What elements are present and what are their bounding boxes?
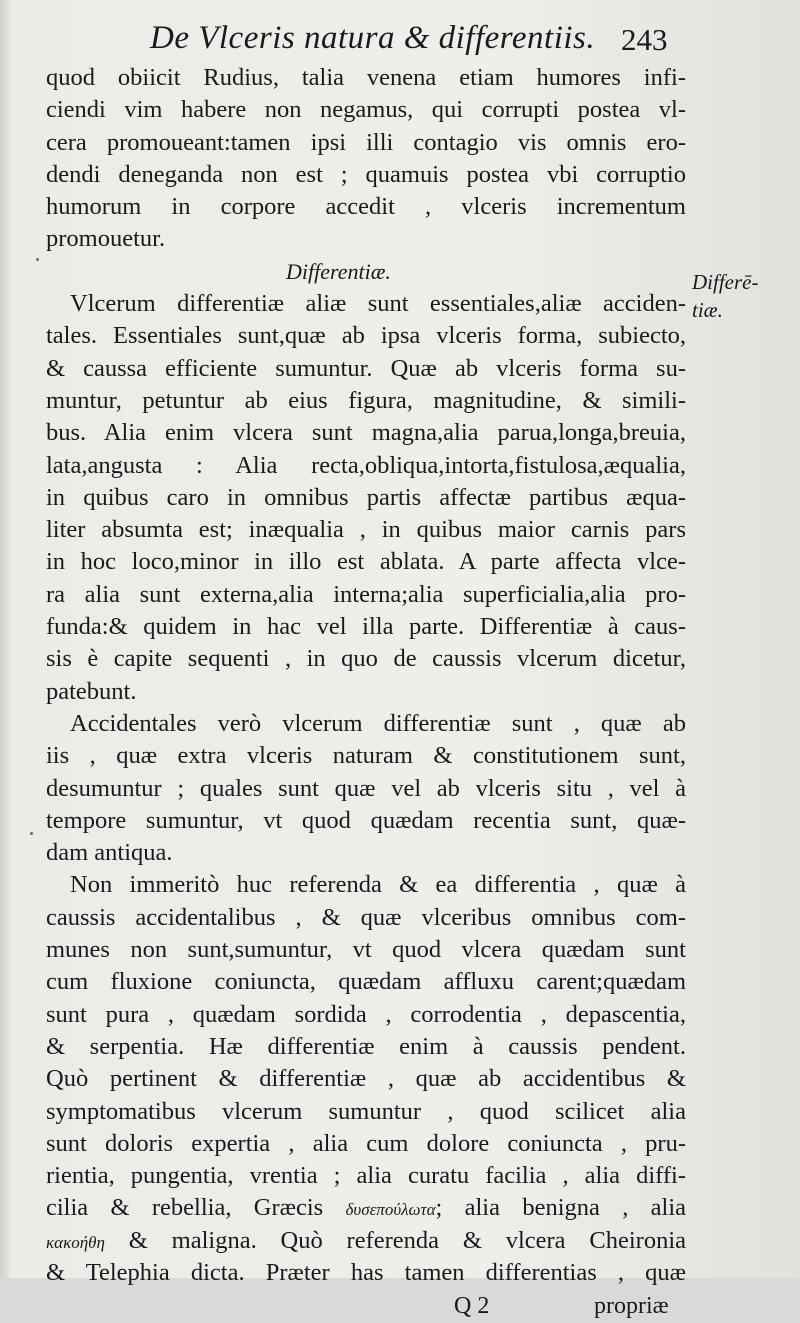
- text-line: & caussa efficiente sumuntur. Quæ ab vlceris forma su-: [46, 354, 686, 382]
- text-line: caussis accidentalibus , & quæ vlceribus omnibus com-: [46, 903, 686, 931]
- text-line: in hoc loco,minor in illo est ablata. A parte affecta vlce-: [46, 548, 686, 576]
- text-line: ciendi vim habere non negamus, qui corrupti postea vl-: [46, 96, 686, 124]
- text-line: patebunt.: [46, 677, 137, 705]
- text-line: [46, 1225, 686, 1257]
- text-segment: & maligna. Quò referenda & vlcera Cheironia: [104, 1226, 686, 1254]
- text-line: symptomatibus vlcerum sumuntur , quod scilicet alia: [46, 1097, 686, 1125]
- catchword: propriæ: [594, 1293, 669, 1320]
- margin-note-line-2: tiæ.: [692, 298, 723, 322]
- text-line: iis , quæ extra vlceris naturam & constitutionem sunt,: [46, 742, 686, 770]
- text-line: quod obiicit Rudius, talia venena etiam humores infi-: [46, 64, 686, 91]
- signature-mark: Q 2: [454, 1293, 490, 1320]
- text-line: in quibus caro in omnibus partis affectæ partibus æqua-: [46, 483, 686, 511]
- text-line: humorum in corpore accedit , vlceris incrementum: [46, 193, 686, 221]
- paper-speck: [36, 258, 39, 261]
- text-line: dam antiqua.: [46, 839, 173, 867]
- body-text: [46, 62, 686, 1323]
- text-line: dendi deneganda non est ; quamuis postea vbi corruptio: [46, 160, 686, 188]
- text-line: desumuntur ; quales sunt quæ vel ab vlceris situ , vel à: [46, 774, 686, 802]
- text-line: liter absumta est; inæqualia , in quibus maior carnis pars: [46, 516, 686, 544]
- text-line: & serpentia. Hæ differentiæ enim à caussis pendent.: [46, 1032, 686, 1060]
- greek-word: δυσεπούλωτα: [345, 1200, 436, 1220]
- text-line: tempore sumuntur, vt quod quædam recentia sunt, quæ-: [46, 806, 686, 834]
- running-title: De Vlceris natura & differentiis.: [150, 20, 596, 56]
- text-line: Non immeritò huc referenda & ea differentia , quæ à: [70, 871, 686, 899]
- page-number: 243: [621, 22, 668, 57]
- text-line: funda:& quidem in hac vel illa parte. Differentiæ à caus-: [46, 613, 686, 641]
- text-line: bus. Alia enim vlcera sunt magna,alia parua,longa,breuia,: [46, 419, 686, 447]
- page-header: [0, 14, 800, 60]
- text-line: sunt pura , quædam sordida , corrodentia , depascentia,: [46, 1000, 686, 1028]
- text-line: cera promoueant:tamen ipsi illi contagio vis omnis ero-: [46, 128, 686, 156]
- section-heading: Differentiæ.: [286, 258, 391, 284]
- text-segment: ; alia benigna , alia: [435, 1194, 687, 1222]
- margin-note-line-1: Differē-: [692, 270, 759, 294]
- text-line: sunt doloris expertia , alia cum dolore coniuncta , pru-: [46, 1129, 686, 1157]
- text-line: promouetur.: [46, 225, 166, 253]
- text-line: Vlcerum differentiæ aliæ sunt essentiales,aliæ acciden-: [70, 290, 686, 318]
- page-footer: [46, 1289, 686, 1323]
- margin-note: [692, 268, 792, 324]
- text-line: lata,angusta : Alia recta,obliqua,intorta,fistulosa,æqualia,: [46, 451, 686, 479]
- greek-word: κακοήθη: [46, 1232, 105, 1252]
- text-line: rientia, pungentia, vrentia ; alia curatu facilia , alia diffi-: [46, 1162, 686, 1190]
- paper-speck: [30, 832, 33, 835]
- text-line: sis è capite sequenti , in quo de caussis vlcerum dicetur,: [46, 645, 686, 673]
- text-line: cum fluxione coniuncta, quædam affluxu carent;quædam: [46, 968, 686, 996]
- text-line: [46, 1192, 686, 1224]
- text-line: Accidentales verò vlcerum differentiæ sunt , quæ ab: [70, 709, 686, 737]
- text-line: tales. Essentiales sunt,quæ ab ipsa vlceris forma, subiecto,: [46, 322, 686, 350]
- text-segment: cilia & rebellia, Græcis: [46, 1194, 346, 1222]
- text-line: ra alia sunt externa,alia interna;alia superficialia,alia pro-: [46, 580, 686, 608]
- text-line: munes non sunt,sumuntur, vt quod vlcera quædam sunt: [46, 936, 686, 964]
- text-line: & Telephia dicta. Præter has tamen differentias , quæ: [46, 1258, 686, 1286]
- text-line: Quò pertinent & differentiæ , quæ ab accidentibus &: [46, 1065, 686, 1093]
- text-line: muntur, petuntur ab eius figura, magnitudine, & simili-: [46, 386, 686, 414]
